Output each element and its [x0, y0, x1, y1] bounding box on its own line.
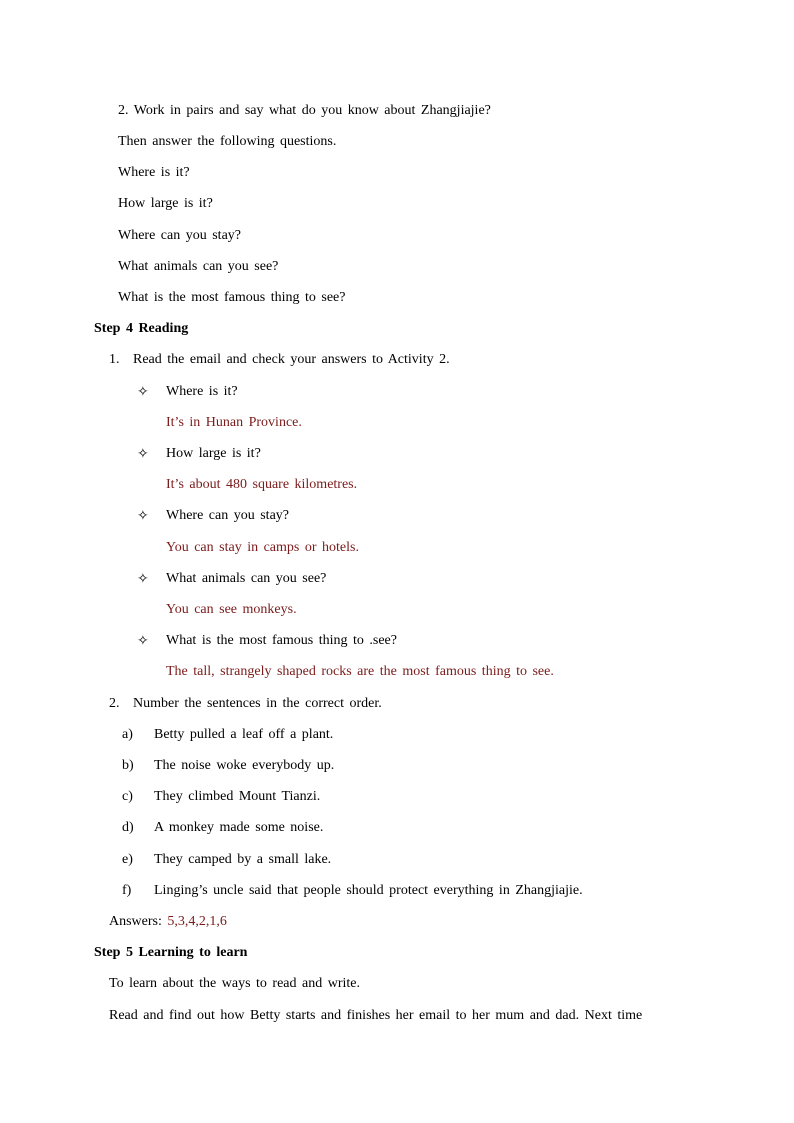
item-label: b)	[122, 758, 134, 773]
item-text: Betty pulled a leaf off a plant.	[154, 727, 334, 742]
task1-answer: You can see monkeys.	[166, 602, 297, 617]
task1-answer: It’s in Hunan Province.	[166, 415, 302, 430]
task2-number: 2.	[109, 696, 120, 711]
diamond-outline-icon: ✧	[137, 571, 149, 587]
item-text: The noise woke everybody up.	[154, 758, 335, 773]
task1-question: What is the most famous thing to .see?	[166, 633, 397, 648]
diamond-outline-icon: ✧	[137, 633, 149, 649]
activity2-instruction: Then answer the following questions.	[118, 134, 337, 149]
answers-label: Answers:	[109, 914, 162, 929]
item-text: A monkey made some noise.	[154, 820, 324, 835]
answers-line	[109, 913, 227, 931]
task1-number: 1.	[109, 352, 120, 367]
item-text: Linging’s uncle said that people should protect everything in Zhangjiajie.	[154, 883, 583, 898]
task1-answer: It’s about 480 square kilometres.	[166, 477, 358, 492]
diamond-outline-icon: ✧	[137, 446, 149, 462]
task1-question: Where can you stay?	[166, 508, 289, 523]
diamond-outline-icon: ✧	[137, 508, 149, 524]
task1-instruction: Read the email and check your answers to Activity 2.	[133, 352, 450, 367]
activity2-title: 2. Work in pairs and say what do you know about Zhangjiajie?	[118, 103, 491, 118]
item-text: They climbed Mount Tianzi.	[154, 789, 321, 804]
activity2-question: How large is it?	[118, 196, 213, 211]
task1-answer: The tall, strangely shaped rocks are the most famous thing to see.	[166, 664, 554, 679]
activity2-question: Where can you stay?	[118, 228, 241, 243]
answers-value: 5,3,4,2,1,6	[167, 914, 227, 929]
activity2-question: Where is it?	[118, 165, 190, 180]
task1-question: How large is it?	[166, 446, 261, 461]
step5-line1: To learn about the ways to read and write.	[109, 976, 360, 991]
item-label: c)	[122, 789, 133, 804]
activity2-question: What animals can you see?	[118, 259, 279, 274]
task2-instruction: Number the sentences in the correct order.	[133, 696, 382, 711]
step4-heading: Step 4 Reading	[94, 321, 189, 336]
step5-line2: Read and find out how Betty starts and finishes her email to her mum and dad. Next time	[109, 1008, 643, 1023]
activity2-question: What is the most famous thing to see?	[118, 290, 346, 305]
item-label: f)	[122, 883, 132, 898]
diamond-outline-icon: ✧	[137, 384, 149, 400]
task1-answer: You can stay in camps or hotels.	[166, 540, 359, 555]
item-label: a)	[122, 727, 133, 742]
task1-question: Where is it?	[166, 384, 238, 399]
item-label: e)	[122, 852, 133, 867]
task1-question: What animals can you see?	[166, 571, 327, 586]
item-text: They camped by a small lake.	[154, 852, 332, 867]
step5-heading: Step 5 Learning to learn	[94, 945, 248, 960]
item-label: d)	[122, 820, 134, 835]
